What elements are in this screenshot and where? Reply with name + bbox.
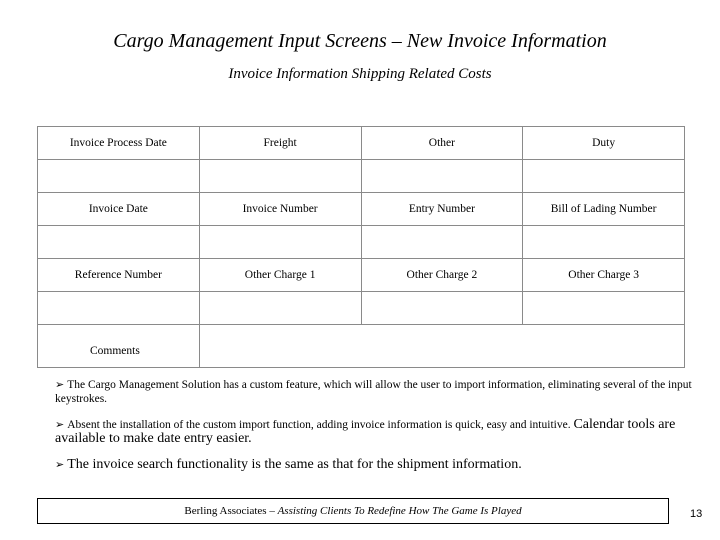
- arrow-bullet-icon: ➢: [55, 418, 65, 431]
- invoice-form-grid: [37, 126, 685, 368]
- arrow-bullet-icon: ➢: [55, 458, 65, 471]
- other-charge-2-input[interactable]: [361, 292, 523, 325]
- other-charge-1-input[interactable]: [199, 292, 361, 325]
- label-entry-number: Entry Number: [361, 193, 523, 226]
- invoice-process-date-input[interactable]: [38, 160, 200, 193]
- comments-input[interactable]: [199, 325, 684, 368]
- arrow-bullet-icon: ➢: [55, 378, 65, 391]
- label-duty: Duty: [523, 127, 685, 160]
- label-other-charge-3: Other Charge 3: [523, 259, 685, 292]
- page-title: Cargo Management Input Screens – New Invoice Information: [113, 30, 607, 52]
- note-calendar-text: Calendar tools are available to make date entry easier.: [55, 417, 676, 446]
- invoice-date-input[interactable]: [38, 226, 200, 259]
- label-freight: Freight: [199, 127, 361, 160]
- note-manual-text: Absent the installation of the custom import function, adding invoice information is quick, easy and intuitive.: [67, 419, 571, 431]
- label-comments: Comments: [38, 325, 200, 368]
- note-search-text: The invoice search functionality is the same as that for the shipment information.: [67, 457, 522, 472]
- note-manual-entry: [55, 418, 695, 446]
- page-number: 13: [690, 508, 703, 520]
- freight-input[interactable]: [199, 160, 361, 193]
- label-other-charge-1: Other Charge 1: [199, 259, 361, 292]
- entry-number-input[interactable]: [361, 226, 523, 259]
- section-subtitle: Invoice Information Shipping Related Costs: [228, 66, 492, 82]
- reference-number-input[interactable]: [38, 292, 200, 325]
- label-invoice-number: Invoice Number: [199, 193, 361, 226]
- footer-tagline: Assisting Clients To Redefine How The Game Is Played: [277, 505, 522, 517]
- label-invoice-process-date: Invoice Process Date: [38, 127, 200, 160]
- label-other: Other: [361, 127, 523, 160]
- label-reference-number: Reference Number: [38, 259, 200, 292]
- label-other-charge-2: Other Charge 2: [361, 259, 523, 292]
- note-search: [55, 458, 522, 472]
- invoice-number-input[interactable]: [199, 226, 361, 259]
- label-bill-of-lading-number: Bill of Lading Number: [523, 193, 685, 226]
- note-import-text: The Cargo Management Solution has a custom feature, which will allow the user to import information, eliminating several of the input keystrokes.: [55, 379, 692, 405]
- label-invoice-date: Invoice Date: [38, 193, 200, 226]
- bill-of-lading-number-input[interactable]: [523, 226, 685, 259]
- footer-box: [37, 498, 669, 524]
- note-import-feature: [55, 378, 695, 406]
- duty-input[interactable]: [523, 160, 685, 193]
- other-input[interactable]: [361, 160, 523, 193]
- footer-company: Berling Associates –: [184, 505, 275, 517]
- other-charge-3-input[interactable]: [523, 292, 685, 325]
